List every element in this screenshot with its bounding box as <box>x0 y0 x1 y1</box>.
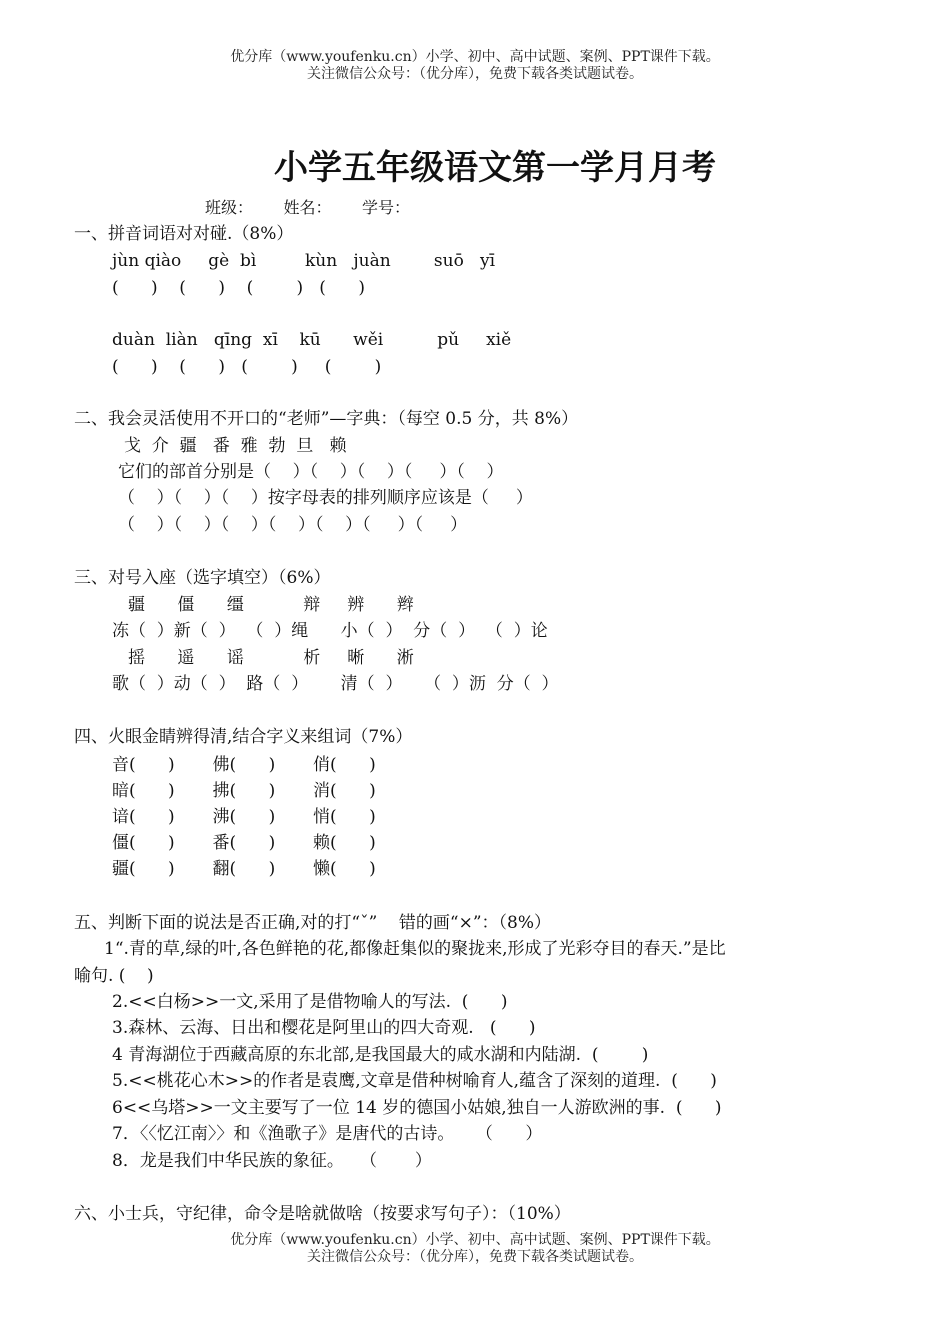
section3-heading: 三、对号入座（选字填空）（6%） <box>74 568 331 588</box>
section4-row: 疆( ) 翻( ) 懒( ) <box>112 859 376 879</box>
section1-pinyin-row1: jùn qiào gè bì kùn juàn suō yī <box>112 251 496 271</box>
section4-row: 音( ) 佛( ) 俏( ) <box>112 755 376 775</box>
section4-heading: 四、火眼金睛辨得清,结合字义来组词（7%） <box>74 727 413 747</box>
section2-chars: 戈 介 疆 番 雅 勃 旦 赖 <box>124 436 347 456</box>
section4-row: 谙( ) 沸( ) 悄( ) <box>112 807 376 827</box>
section2-heading: 二、我会灵活使用不开口的“老师”—字典：（每空 0.5 分，共 8%） <box>74 409 579 429</box>
student-info: 班级： 姓名： 学号： <box>205 198 411 217</box>
page-header-line2: 关注微信公众号：（优分库），免费下载各类试题试卷。 <box>307 66 643 82</box>
section5-item: 3.森林、云海、日出和樱花是阿里山的四大奇观. ( ) <box>112 1018 536 1038</box>
section2-line2: （ ）（ ）（ ）按字母表的排列顺序应该是（ ） <box>118 488 533 508</box>
page-footer-line1: 优分库（www.youfenku.cn）小学、初中、高中试题、案例、PPT课件下载。 <box>230 1232 720 1248</box>
page-header-line1: 优分库（www.youfenku.cn）小学、初中、高中试题、案例、PPT课件下载。 <box>230 49 720 65</box>
section5-item1-line2: 喻句. ( ) <box>74 966 154 986</box>
section6-heading: 六、小士兵，守纪律，命令是啥就做啥（按要求写句子）：（10%） <box>74 1204 571 1224</box>
section5-item1-line1: 1“.青的草,绿的叶,各色鲜艳的花,都像赶集似的聚拢来,形成了光彩夺目的春天.”是比 <box>104 939 726 959</box>
section2-line3: （ ）（ ）（ ）（ ）（ ）（ ）（ ） <box>118 515 468 535</box>
section1-heading: 一、拼音词语对对碰.（8%） <box>74 224 294 244</box>
section5-item: 7．〈〈忆江南〉〉和《渔歌子》是唐代的古诗。 （ ） <box>112 1124 543 1144</box>
section5-item: 5.<<桃花心木>>的作者是袁鹰,文章是借种树喻育人,蕴含了深刻的道理. ( ) <box>112 1071 717 1091</box>
section5-heading: 五、判断下面的说法是否正确,对的打“ˇ” 错的画“×”：（8%） <box>74 913 551 933</box>
section5-item: 4 青海湖位于西藏高原的东北部,是我国最大的咸水湖和内陆湖. ( ) <box>112 1045 649 1065</box>
section3-line2: 歌（ ）动（ ） 路（ ） 清（ ） （ ）沥 分（ ） <box>112 674 559 694</box>
section1-blanks-row2: ( ) ( ) ( ) ( ) <box>112 357 382 377</box>
section3-chars-row2: 摇 遥 谣 析 晰 淅 <box>128 648 414 668</box>
section3-chars-row1: 疆 僵 缰 辩 辨 辫 <box>128 595 414 615</box>
section5-item: 8．龙是我们中华民族的象征。 （ ） <box>112 1151 432 1171</box>
section4-row: 暗( ) 拂( ) 消( ) <box>112 781 376 801</box>
section4-row: 僵( ) 番( ) 赖( ) <box>112 833 376 853</box>
section1-blanks-row1: ( ) ( ) ( ) ( ) <box>112 278 365 298</box>
section3-line1: 冻（ ）新（ ） （ ）绳 小（ ） 分（ ） （ ）论 <box>112 621 548 641</box>
section2-line1: 它们的部首分别是（ ）（ ）（ ）（ ）（ ） <box>118 462 504 482</box>
section1-pinyin-row2: duàn liàn qīng xī kū wěi pǔ xiě <box>112 330 512 350</box>
section5-item: 2.<<白杨>>一文,采用了是借物喻人的写法. ( ) <box>112 992 508 1012</box>
page-title: 小学五年级语文第一学月月考 <box>274 148 716 188</box>
section5-item: 6<<乌塔>>一文主要写了一位 14 岁的德国小姑娘,独自一人游欧洲的事. ( ) <box>112 1098 722 1118</box>
page-footer-line2: 关注微信公众号：（优分库），免费下载各类试题试卷。 <box>307 1249 643 1265</box>
